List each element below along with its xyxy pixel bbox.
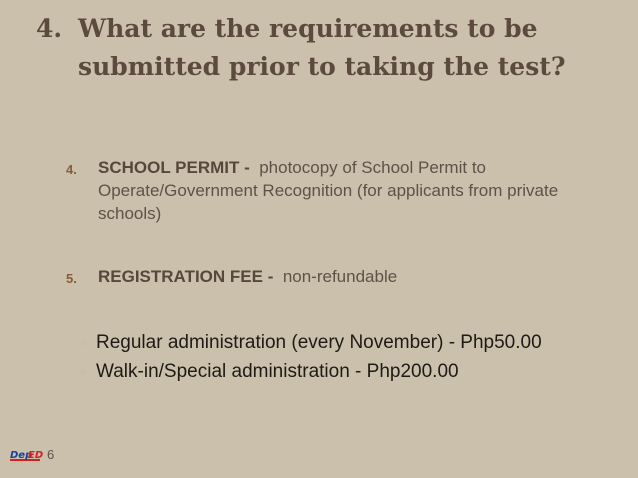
page-number: 6 — [47, 447, 55, 462]
subitem-text: Regular administration (every November) - Php50.00 — [96, 332, 542, 353]
svg-text:ED: ED — [28, 450, 44, 461]
item-text: photocopy of School Permit to Operate/Government Recognition (for applicants from private schools) — [98, 158, 559, 223]
deped-logo-icon — [10, 448, 44, 462]
slide-title — [36, 10, 626, 86]
deped-logo — [10, 448, 44, 462]
svg-text:Dep: Dep — [10, 450, 33, 461]
fee-subitem-regular — [80, 330, 620, 356]
title-line-2: submitted prior to taking the test? — [78, 52, 566, 81]
item-body — [98, 156, 586, 225]
requirement-item-school-permit — [66, 156, 586, 225]
item-heading: SCHOOL PERMIT - — [98, 158, 250, 177]
item-text: non-refundable — [282, 267, 398, 286]
item-marker: 5. — [66, 271, 77, 286]
item-marker: 4. — [66, 162, 77, 177]
requirement-item-registration-fee — [66, 265, 586, 288]
item-body — [98, 265, 586, 288]
subitem-text: Walk-in/Special administration - Php200.00 — [96, 361, 459, 382]
title-line-1: What are the requirements to be — [78, 14, 538, 43]
title-number: 4. — [36, 14, 63, 43]
item-heading: REGISTRATION FEE - — [98, 267, 274, 286]
bullet-icon — [80, 340, 86, 346]
fee-subitem-walkin — [80, 359, 620, 385]
bullet-icon — [80, 369, 86, 375]
